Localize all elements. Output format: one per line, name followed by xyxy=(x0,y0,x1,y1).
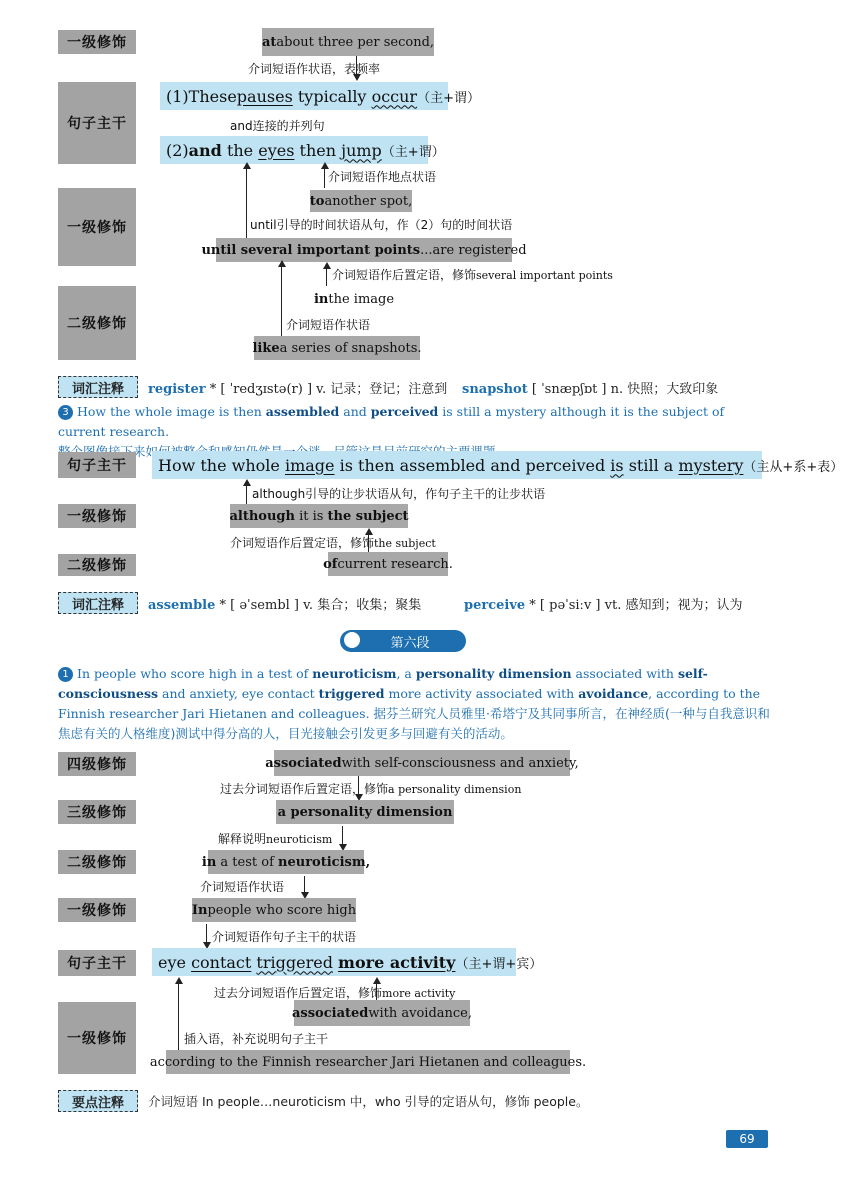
vocab-tag: 词汇注释 xyxy=(58,592,138,614)
modifier-box: associated with avoidance, xyxy=(294,1000,470,1026)
annotation: 介词短语作后置定语，修饰the subject xyxy=(230,536,436,550)
level-label: 二级修饰 xyxy=(58,286,136,360)
note-text: 介词短语 In people…neuroticism 中，who 引导的定语从句，修饰 people。 xyxy=(148,1094,589,1109)
modifier-box: according to the Finnish researcher Jari Hietanen and colleagues. xyxy=(166,1050,570,1074)
modifier-box: at about three per second, xyxy=(262,28,434,56)
vocab-tag: 词汇注释 xyxy=(58,376,138,398)
annotation: 介词短语作后置定语，修饰several important points xyxy=(332,268,613,282)
modifier-box: like a series of snapshots. xyxy=(254,336,420,360)
modifier-box: to another spot, xyxy=(310,190,412,212)
annotation: 过去分词短语作后置定语，修饰more activity xyxy=(214,986,456,1000)
sentence-main-1: (1)These pauses typically occur （主+谓） xyxy=(160,82,448,110)
level-label: 一级修饰 xyxy=(58,504,136,528)
vocab-entry: assemble * [ əˈsembl ] v. 集合；收集；聚集 xyxy=(148,598,422,613)
level-label: 一级修饰 xyxy=(58,188,136,266)
modifier-box: of current research. xyxy=(328,552,448,576)
level-label: 一级修饰 xyxy=(58,1002,136,1074)
vocab-entry: register * [ ˈredʒɪstə(r) ] v. 记录；登记；注意到 xyxy=(148,382,448,397)
annotation: 插入语，补充说明句子主干 xyxy=(184,1032,329,1046)
modifier-box: a personality dimension xyxy=(276,800,454,824)
level-label: 一级修饰 xyxy=(58,898,136,922)
level-label: 四级修饰 xyxy=(58,752,136,776)
level-label: 句子主干 xyxy=(58,82,136,164)
annotation: 过去分词短语作后置定语，修饰a personality dimension xyxy=(220,782,522,796)
annotation: 介词短语作状语 xyxy=(200,880,285,894)
page-number: 69 xyxy=(726,1130,768,1148)
level-label: 句子主干 xyxy=(58,950,136,976)
section-header: 第六段 xyxy=(340,630,466,652)
paragraph: 1 In people who score high in a test of neuroticism, a personality dimension associated with self-consciousness and anxiety, eye contact triggered more activity associated with avoidance, according to the Finnish researcher Jari Hietanen and colleagues. 据芬兰研究人员雅里·希塔宁及其同事所言，在神经质(一种与自我意识和焦虑有关的人格维度)测试中得分高的人，目光接触会引发更多与回避有关的活动。 xyxy=(58,666,770,741)
level-label: 二级修饰 xyxy=(58,850,136,874)
modifier-box: although it is the subject xyxy=(230,504,408,528)
modifier-box: in the image xyxy=(314,288,394,310)
annotation: although引导的让步状语从句，作句子主干的让步状语 xyxy=(252,487,546,501)
modifier-box: in a test of neuroticism, xyxy=(208,850,364,874)
note-tag: 要点注释 xyxy=(58,1090,138,1112)
search-icon xyxy=(344,632,360,648)
annotation: 解释说明neuroticism xyxy=(218,832,333,846)
sentence-main: eye contact triggered more activity （主+谓+宾） xyxy=(152,948,516,976)
level-label: 二级修饰 xyxy=(58,554,136,576)
level-label: 一级修饰 xyxy=(58,30,136,54)
annotation: 介词短语作状语 xyxy=(286,318,371,332)
modifier-box: until several important points ...are registered xyxy=(216,238,512,262)
sentence-main-2: (2) and the eyes then jump （主+谓） xyxy=(160,136,428,164)
modifier-box: associated with self-consciousness and anxiety, xyxy=(274,750,570,776)
annotation: until引导的时间状语从句，作（2）句的时间状语 xyxy=(250,218,513,232)
sentence-main: How the whole image is then assembled and perceived is still a mystery （主从+系+表） xyxy=(152,451,762,479)
paragraph: 3 How the whole image is then assembled and perceived is still a mystery although it is the subject of current research. xyxy=(58,404,725,439)
annotation: 介词短语作句子主干的状语 xyxy=(212,930,357,944)
vocab-entry: perceive * [ pəˈsiːv ] vt. 感知到；视为；认为 xyxy=(464,598,743,613)
annotation: 介词短语作状语，表频率 xyxy=(248,62,381,76)
annotation: 介词短语作地点状语 xyxy=(328,170,437,184)
vocab-entry: snapshot [ ˈsnæpʃɒt ] n. 快照；大致印象 xyxy=(462,382,719,397)
level-label: 三级修饰 xyxy=(58,800,136,824)
annotation: and连接的并列句 xyxy=(230,119,325,133)
modifier-box: In people who score high xyxy=(192,898,356,922)
level-label: 句子主干 xyxy=(58,452,136,478)
